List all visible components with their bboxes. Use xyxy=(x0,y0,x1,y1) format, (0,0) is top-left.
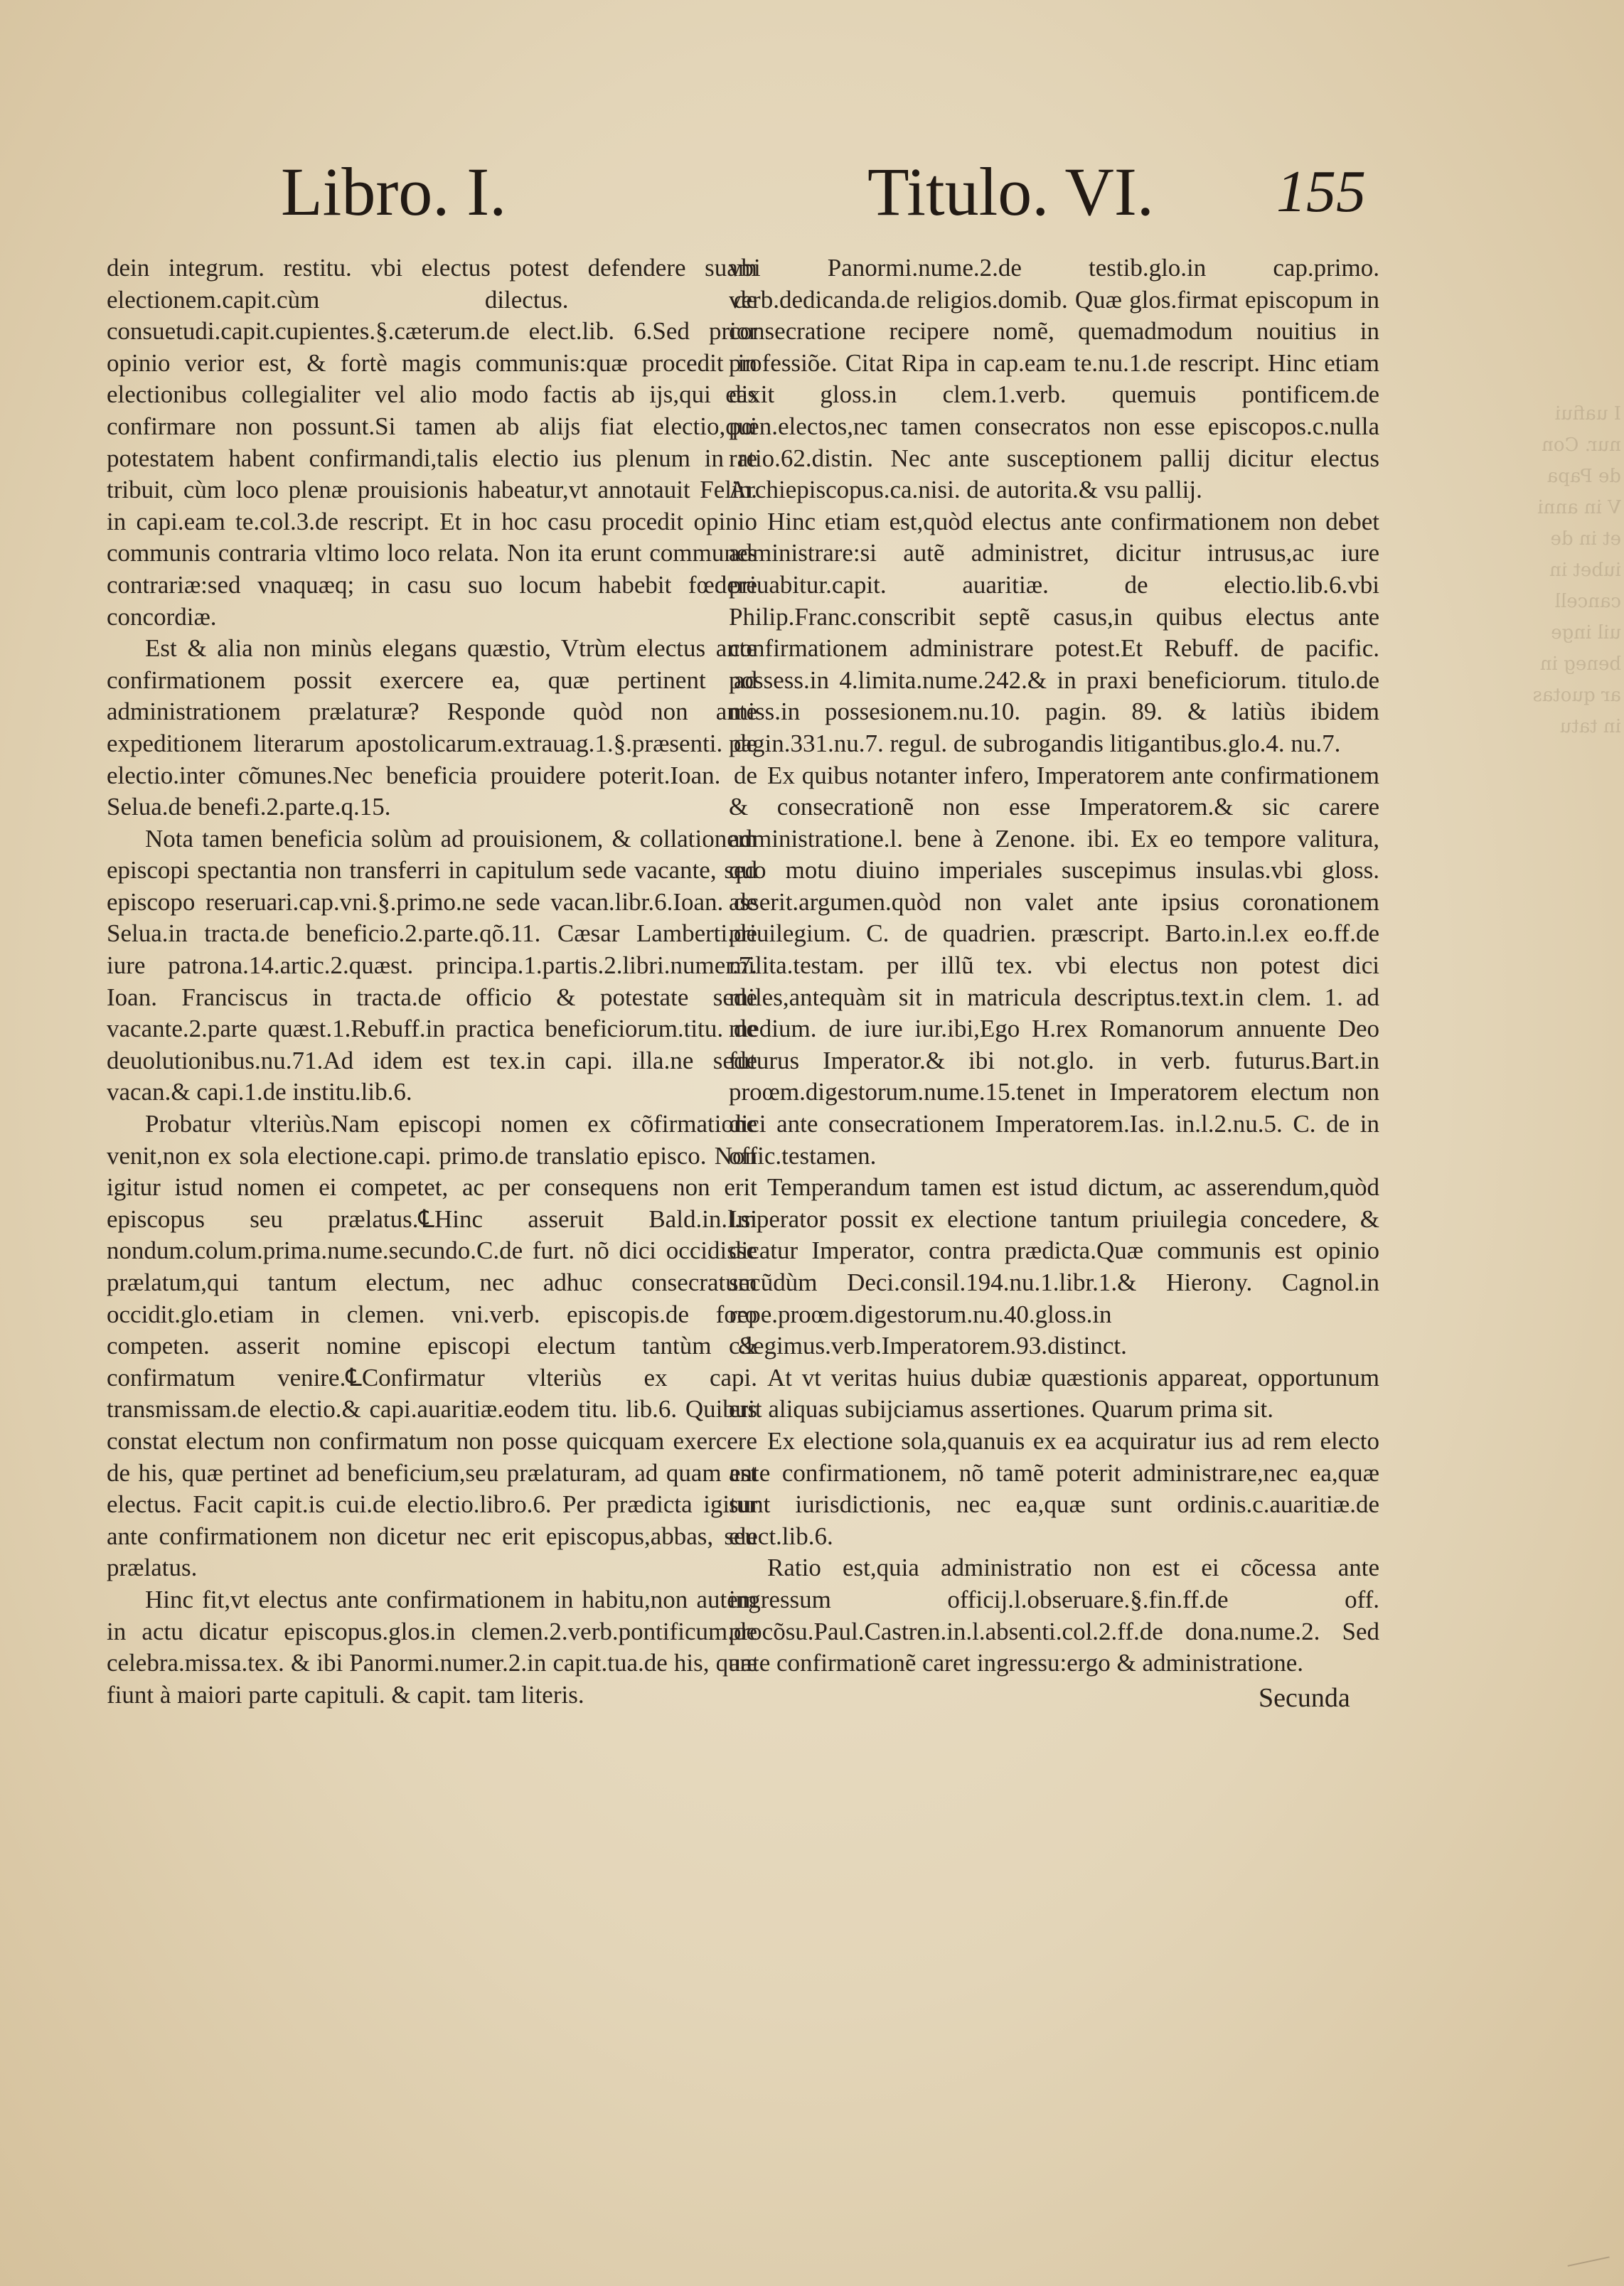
title-heading: Titulo. VI. xyxy=(867,154,1154,230)
paragraph: Ratio est,quia administratio non est ei cõcessa ante ingressum officij.l.obseruare.§.fin.ff.de off. procõsu.Paul.Castren.in.l.absenti.col.2.ff.de dona.nume.2. Sed ante confirmationẽ caret ingressu:ergo & administratione. xyxy=(729,1554,1379,1677)
paragraph: Ex quibus notanter infero, Imperatorem ante confirmationem & consecrationẽ non esse Imperatorem.& sic carere administratione.l. bene à Zenone. ibi. Ex eo tempore valitura, quo motu diuino imperiales suscepimus insulas.vbi gloss. asserit.argumen.quòd non valet ante ipsius coronationem priuilegium. C. de quadrien. præscript. Barto.in.l.ex eo.ff.de milita.testam. per illũ tex. vbi electus non potest dici miles,antequàm sit in matricula descriptus.text.in clem. 1. ad medium. de iure iur.ibi,Ego H.rex Romanorum annuente Deo futurus Imperator.& ibi not.glo. in verb. futurus.Bart.in proœm.digestorum.nume.15.tenet in Imperatorem electum non dici ante consecrationem Imperatorem.Ias. in.l.2.nu.5. C. de in offic.testamen. xyxy=(729,761,1379,1170)
paragraph: vbi Panormi.nume.2.de testib.glo.in cap.primo. verb.dedicanda.de religios.domib. Quæ glos.firmat episcopum in consecratione recipere nomẽ, quemadmodum nouitius in professiõe. Citat Ripa in cap.eam te.nu.1.de rescript. Hinc etiam dixit gloss.in clem.1.verb. quemuis pontificem.de pœn.electos,nec tamen consecratos non esse episcopos.c.nulla ratio.62.distin. Nec ante susceptionem pallij dicitur electus Archiepiscopus.ca.nisi. de autorita.& vsu pallij. xyxy=(729,254,1379,504)
paragraph: dein integrum. restitu. vbi electus potest defendere suam electionem.capit.cùm dilectus. de consuetudi.capit.cupientes.§.cæterum.de elect.lib. 6.Sed prior opinio verior est, & fortè magis communis:quæ procedit in electionibus collegialiter vel alio modo factis ab ijs,qui eas confirmare non possunt.Si tamen ab alijs fiat electio,qui potestatem habent confirmandi,talis electio ius plenum in re tribuit, cùm loco plenæ prouisionis habeatur,vt annotauit Felin. in capi.eam te.col.3.de rescript. Et in hoc casu procedit opinio communis contraria vltimo loco relata. Non ita erunt communes contrariæ:sed vnaquæq; in casu suo locum habebit fœdere concordiæ. xyxy=(107,254,757,631)
paragraph: Hinc etiam est,quòd electus ante confirmationem non debet administrare:si autẽ administret, dicitur intrusus,ac iure priuabitur.capit. auaritiæ. de electio.lib.6.vbi Philip.Franc.conscribit septẽ casus,in quibus electus ante confirmationem administrare potest.Et Rebuff. de pacific. possess.in 4.limita.nume.242.& in praxi beneficiorum. titulo.de miss.in possesionem.nu.10. pagin. 89. & latiùs ibidem pagin.331.nu.7. regul. de subrogandis litigantibus.glo.4. nu.7. xyxy=(729,507,1379,757)
paragraph: Probatur vlteriùs.Nam episcopi nomen ex cõfirmatione venit,non ex sola electione.capi. primo.de translatio episco. Non igitur istud nomen ei competet, ac per consequens non erit episcopus seu prælatus.℄Hinc asseruit Bald.in.l.si nondum.colum.prima.nume.secundo.C.de furt. nõ dici occidisse prælatum,qui tantum electum, nec adhuc consecratum occidit.glo.etiam in clemen. vni.verb. episcopis.de foro competen. asserit nomine episcopi electum tantùm & confirmatum venire.℄Confirmatur vlteriùs ex capi. transmissam.de electio.& capi.auaritiæ.eodem titu. lib.6. Quibus constat electum non confirmatum non posse quicquam exercere de his, quæ pertinet ad beneficium,seu prælaturam, ad quam est electus. Facit capit.is cui.de electio.libro.6. Per prædicta igitur ante confirmationem non dicetur nec erit episcopus,abbas, seu prælatus. xyxy=(107,1110,757,1582)
running-header xyxy=(0,153,1624,231)
catchword: Secunda xyxy=(1259,1683,1350,1713)
paragraph: Hinc fit,vt electus ante confirmationem in habitu,non autem in actu dicatur episcopus.glos.in clemen.2.verb.pontificum.de celebra.missa.tex. & ibi Panormi.numer.2.in capit.tua.de his, quæ fiunt à maiori parte capituli. & capit. tam literis. xyxy=(107,1585,757,1709)
show-through-text: I uafiui nur. Con de Papa V in anni et in de iubet in cancell uil inge beneg in ar quotas in tatu xyxy=(1532,403,1621,737)
paragraph: At vt veritas huius dubiæ quæstionis appareat, opportunum erit aliquas subijciamus assertiones. Quarum prima sit. xyxy=(729,1363,1379,1424)
paragraph: Temperandum tamen est istud dictum, ac asserendum,quòd Imperator possit ex electione tantum priuilegia concedere, & dicatur Imperator, contra prædicta.Quæ communis est opinio secũdùm Deci.consil.194.nu.1.libr.1.& Hierony. Cagnol.in repe.proœm.digestorum.nu.40.gloss.in c.legimus.verb.Imperatorem.93.distinct. xyxy=(729,1173,1379,1360)
right-column xyxy=(729,252,1379,1679)
paragraph: Ex electione sola,quanuis ex ea acquiratur ius ad rem electo ante confirmationem, nõ tamẽ poterit administrare,nec ea,quæ sunt iurisdictionis, nec ea,quæ sunt ordinis.c.auaritiæ.de elect.lib.6. xyxy=(729,1426,1379,1550)
page-number: 155 xyxy=(1276,159,1366,225)
paragraph: Est & alia non minùs elegans quæstio, Vtrùm electus ante confirmationem possit exercere ea, quæ pertinent ad administrationem prælaturæ? Responde quòd non ante expeditionem literarum apostolicarum.extrauag.1.§.præsenti. de electio.inter cõmunes.Nec beneficia prouidere poterit.Ioan. de Selua.de benefi.2.parte.q.15. xyxy=(107,634,757,821)
book-heading: Libro. I. xyxy=(281,154,507,230)
paragraph: Nota tamen beneficia solùm ad prouisionem, & collationem episcopi spectantia non transferri in capitulum sede vacante, sed episcopo reseruari.cap.vni.§.primo.ne sede vacan.libr.6.Ioan. de Selua.in tracta.de beneficio.2.parte.qõ.11. Cæsar Lamberti.de iure patrona.14.artic.2.quæst. principa.1.partis.2.libri.numer.7. Ioan. Franciscus in tracta.de officio & potestate sede vacante.2.parte quæst.1.Rebuff.in practica beneficiorum.titu. de deuolutionibus.nu.71.Ad idem est tex.in capi. illa.ne sede vacan.& capi.1.de institu.lib.6. xyxy=(107,824,757,1106)
left-column xyxy=(107,252,757,1711)
